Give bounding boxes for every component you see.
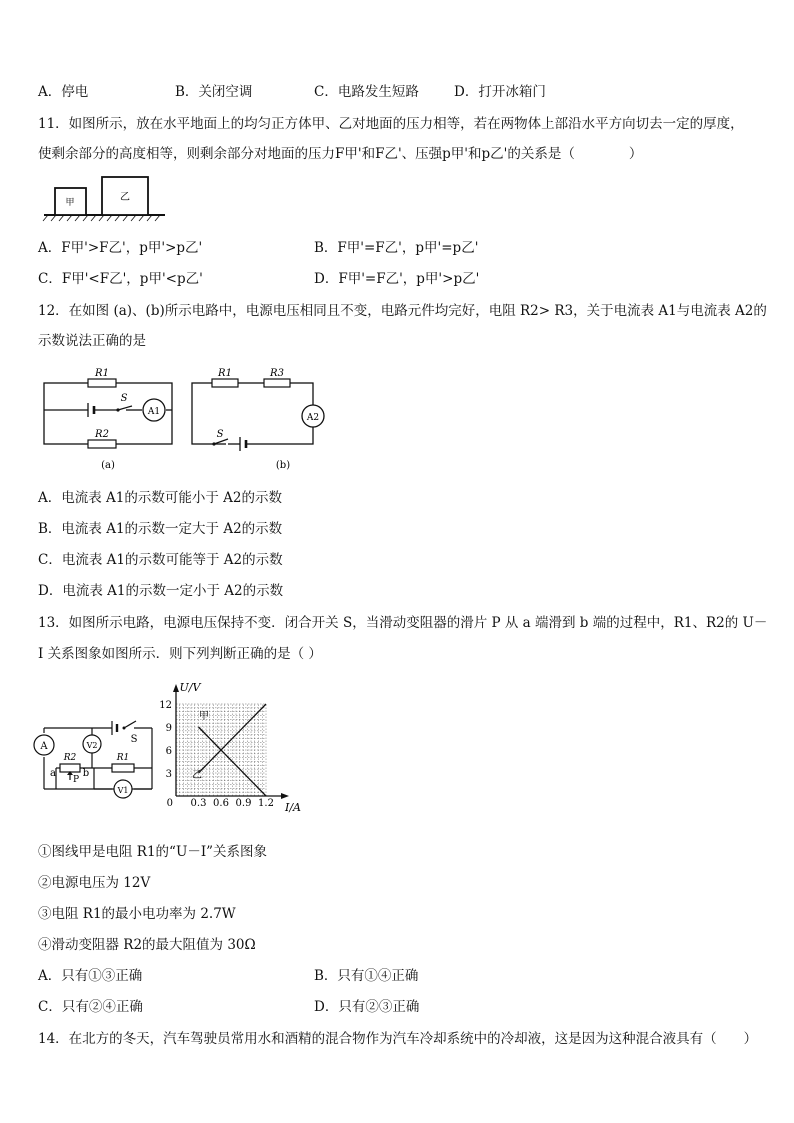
b-r3-label: R3 <box>270 368 284 379</box>
a-caption: (a) <box>101 460 115 471</box>
q13-option-b: B．只有①④正确 <box>314 968 419 984</box>
q12-stem-line2: 示数说法正确的是 <box>38 333 146 349</box>
q11-option-b: B．F甲'=F乙'，p甲'=p乙' <box>314 240 479 256</box>
cube-yi-label: 乙 <box>120 192 130 203</box>
q12-option-b: B．电流表 A1的示数一定大于 A2的示数 <box>38 521 283 537</box>
q10-option-d: D．打开冰箱门 <box>454 84 546 100</box>
x-tick-label: 0.6 <box>213 798 229 809</box>
q13-stem-line2: I 关系图象如图所示．则下列判断正确的是（ ） <box>38 646 322 662</box>
q13-option-c: C．只有②④正确 <box>38 999 143 1015</box>
y-tick-label: 12 <box>159 700 172 711</box>
a-r1-label: R1 <box>95 368 109 379</box>
q13-stem-line1: 13．如图所示电路，电源电压保持不变．闭合开关 S，当滑动变阻器的滑片 P 从 a 端滑到 b 端的过程中，R1、R2的 U－ <box>38 615 768 631</box>
q12-stem-line1: 12．在如图 (a)、(b)所示电路中，电源电压相同且不变，电路元件均完好，电阻 R2> R3，关于电流表 A1与电流表 A2的 <box>38 303 767 319</box>
cube-jia-label: 甲 <box>65 198 75 208</box>
q11-stem-line1: 11．如图所示，放在水平地面上的均匀正方体甲、乙对地面的压力相等，若在两物体上部沿水平方向切去一定的厚度， <box>38 116 744 132</box>
q11-stem-line2: 使剩余部分的高度相等，则剩余部分对地面的压力F甲'和F乙'、压强p甲'和p乙'的关系是（ ） <box>38 146 643 162</box>
q10-option-b: B．关闭空调 <box>175 84 253 100</box>
x-tick-label: 0.3 <box>190 798 207 809</box>
v1-label: V1 <box>117 786 129 795</box>
v2-label: V2 <box>86 741 98 750</box>
origin-label: 0 <box>166 798 173 809</box>
r1-label: R1 <box>116 753 130 763</box>
a-meter-label: A1 <box>147 407 161 417</box>
q11-option-d: D．F甲'=F乙'，p甲'>p乙' <box>314 271 480 287</box>
y-tick-label: 9 <box>165 723 172 734</box>
x-tick-label: 0.9 <box>235 798 252 809</box>
x-axis-title: I/A <box>285 801 301 814</box>
q11-option-a: A．F甲'>F乙'，p甲'>p乙' <box>38 240 203 256</box>
q13-statement-1: ①图线甲是电阻 R1的“U－I”关系图象 <box>38 844 268 860</box>
series-jia-label: 甲 <box>199 711 209 722</box>
q10-option-a: A．停电 <box>38 84 89 100</box>
q13-statement-3: ③电阻 R1的最小电功率为 2.7W <box>38 906 236 922</box>
x-tick-label: 1.2 <box>258 798 274 809</box>
q13-statement-4: ④滑动变阻器 R2的最大阻值为 30Ω <box>38 937 256 953</box>
y-axis-arrow <box>173 684 179 692</box>
b-meter-label: A2 <box>306 413 320 423</box>
switch-label: S <box>130 734 138 745</box>
b-switch-label: S <box>216 429 224 440</box>
end-a-label: a <box>50 768 56 779</box>
y-tick-label: 3 <box>165 769 172 780</box>
end-b-label: b <box>82 768 90 779</box>
ammeter-label: A <box>40 741 48 752</box>
r2-label: R2 <box>63 753 77 763</box>
q12-option-d: D．电流表 A1的示数一定小于 A2的示数 <box>38 583 284 599</box>
b-r1-label: R1 <box>218 368 232 379</box>
b-caption: (b) <box>275 460 291 471</box>
q11-option-c: C．F甲'<F乙'，p甲'<p乙' <box>38 271 203 287</box>
y-axis-title: U/V <box>179 681 201 694</box>
q13-option-a: A．只有①③正确 <box>38 968 143 984</box>
series-yi-label: 乙 <box>192 770 202 781</box>
y-tick-label: 6 <box>165 746 172 757</box>
q12-option-a: A．电流表 A1的示数可能小于 A2的示数 <box>38 490 283 506</box>
q13-statement-2: ②电源电压为 12V <box>38 875 151 891</box>
x-axis-arrow <box>281 793 289 799</box>
a-r2-label: R2 <box>95 429 109 440</box>
q12-option-c: C．电流表 A1的示数可能等于 A2的示数 <box>38 552 283 568</box>
q10-option-c: C．电路发生短路 <box>314 84 419 100</box>
q14-stem-line1: 14．在北方的冬天，汽车驾驶员常用水和酒精的混合物作为汽车冷却系统中的冷却液，这是因为这种混合液具有（ ） <box>38 1031 758 1047</box>
q13-option-d: D．只有②③正确 <box>314 999 420 1015</box>
slider-p-label: P <box>72 775 80 785</box>
a-switch-label: S <box>120 393 128 404</box>
